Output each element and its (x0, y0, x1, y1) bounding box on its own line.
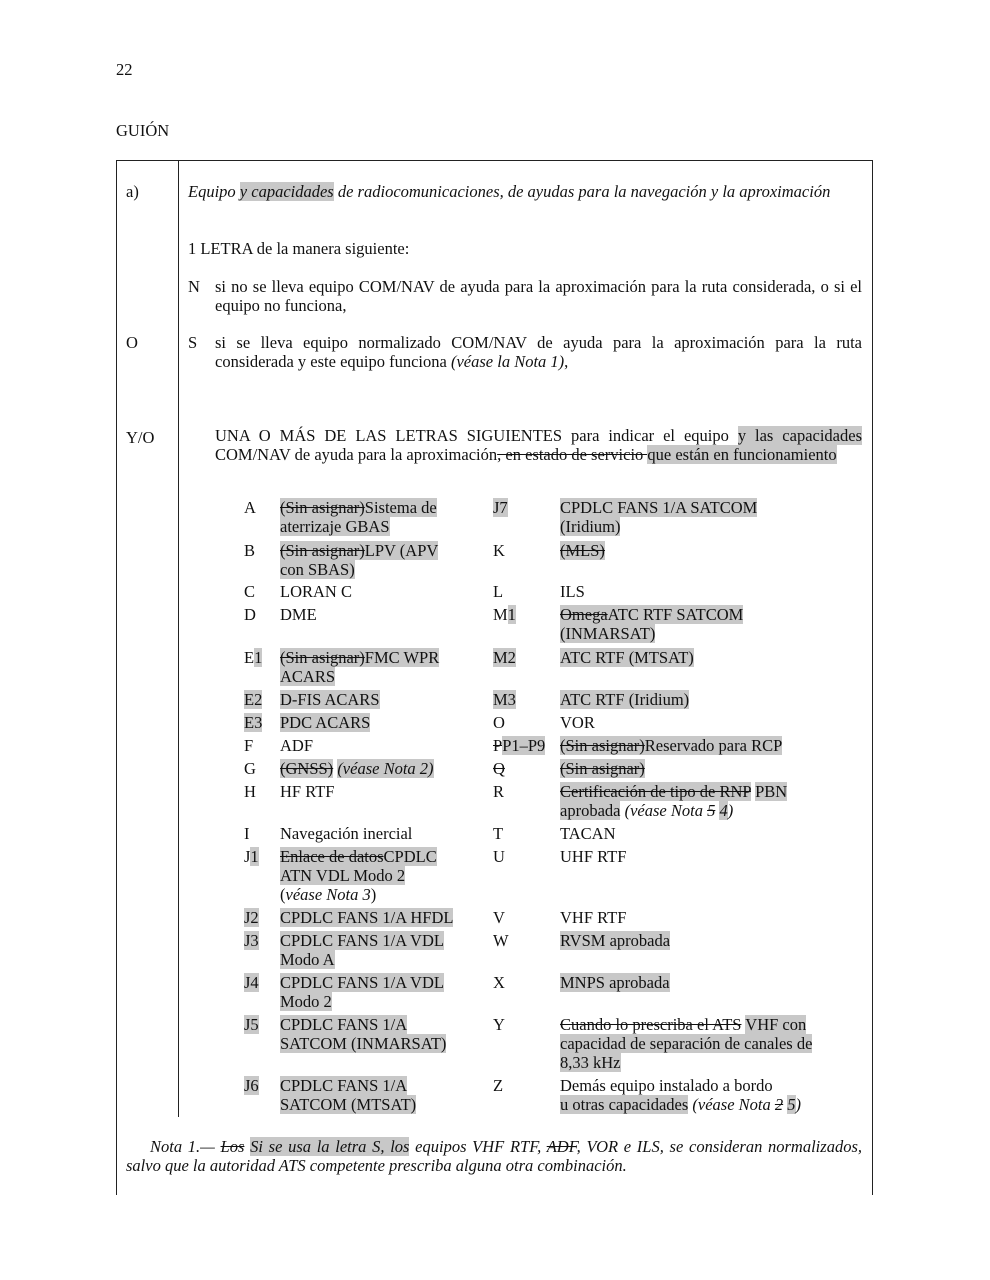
s-letter: S (188, 333, 198, 352)
code-U: U (493, 847, 505, 866)
n-letter: N (188, 277, 200, 296)
desc-H: HF RTF (280, 782, 335, 801)
code-P: PP1–P9 (493, 736, 546, 755)
code-B: B (244, 541, 256, 560)
code-M1: M1 (493, 605, 516, 624)
code-G: G (244, 759, 256, 778)
code-X: X (493, 973, 505, 992)
desc-G: (GNSS) (véase Nota 2) (280, 759, 434, 778)
code-T: T (493, 824, 504, 843)
desc-E3: PDC ACARS (280, 713, 371, 732)
desc-V: VHF RTF (560, 908, 627, 927)
desc-D: DME (280, 605, 317, 624)
desc-J4: CPDLC FANS 1/A VDL Modo 2 (280, 973, 444, 1011)
desc-E2: D-FIS ACARS (280, 690, 380, 709)
desc-K: (MLS) (560, 541, 605, 560)
desc-M3: ATC RTF (Iridium) (560, 690, 690, 709)
code-J5: J5 (244, 1015, 259, 1034)
desc-Q: (Sin asignar) (560, 759, 645, 778)
table-right-border (872, 160, 873, 1195)
desc-M2: ATC RTF (MTSAT) (560, 648, 694, 667)
field-title: Equipo y capacidades de radiocomunicaciones, de ayudas para la navegación y la aproximación (188, 182, 831, 201)
desc-P: (Sin asignar)Reservado para RCP (560, 736, 783, 755)
desc-T: TACAN (560, 824, 616, 843)
desc-U: UHF RTF (560, 847, 627, 866)
code-J1: J1 (244, 847, 259, 866)
code-H: H (244, 782, 256, 801)
desc-J2: CPDLC FANS 1/A HFDL (280, 908, 454, 927)
table-top-border (116, 160, 873, 161)
code-J2: J2 (244, 908, 259, 927)
desc-E1: (Sin asignar)FMC WPR ACARS (280, 648, 440, 686)
code-J4: J4 (244, 973, 259, 992)
multiple-letters-instruction: UNA O MÁS DE LAS LETRAS SIGUIENTES para indicar el equipo y las capacidades COM/NAV de ayuda para la aproximación, en estado de servicio que están en funcionamiento (215, 426, 863, 464)
desc-J7: CPDLC FANS 1/A SATCOM (Iridium) (560, 498, 758, 536)
code-W: W (493, 931, 509, 950)
desc-Y: Cuando lo prescriba el ATS VHF con capacidad de separación de canales de 8,33 kHz (560, 1015, 813, 1072)
note-1: Nota 1.— Los Si se usa la letra S, los equipos VHF RTF, ADF, VOR e ILS, se consideran normalizados, salvo que la autoridad ATS competente prescriba alguna otra combinación. (126, 1137, 862, 1175)
desc-I: Navegación inercial (280, 824, 413, 843)
desc-J5: CPDLC FANS 1/A SATCOM (INMARSAT) (280, 1015, 447, 1053)
desc-X: MNPS aprobada (560, 973, 670, 992)
table-left-border (116, 160, 117, 1195)
table-column-divider (178, 160, 179, 1117)
desc-Z: Demás equipo instalado a bordo u otras capacidades (véase Nota 2 5) (560, 1076, 802, 1114)
desc-R: Certificación de tipo de RNP PBN aprobada (véase Nota 5 4) (560, 782, 788, 820)
row-label-o: O (126, 333, 138, 352)
code-C: C (244, 582, 256, 601)
s-text: si se lleva equipo normalizado COM/NAV de ayuda para la aproximación para la ruta considerada y este equipo funciona (véase la Nota 1), (215, 333, 862, 371)
row-label-yo: Y/O (126, 428, 155, 447)
desc-A: (Sin asignar)Sistema de aterrizaje GBAS (280, 498, 437, 536)
code-A: A (244, 498, 256, 517)
code-R: R (493, 782, 505, 801)
code-K: K (493, 541, 505, 560)
section-heading: GUIÓN (116, 121, 170, 140)
desc-J1: Enlace de datosCPDLC ATN VDL Modo 2 (véase Nota 3) (280, 847, 437, 904)
code-Z: Z (493, 1076, 504, 1095)
code-M3: M3 (493, 690, 516, 709)
one-letter-instruction: 1 LETRA de la manera siguiente: (188, 239, 410, 258)
code-Q: Q (493, 759, 505, 778)
desc-C: LORAN C (280, 582, 352, 601)
row-label-a: a) (126, 182, 139, 201)
code-O: O (493, 713, 505, 732)
desc-M1: OmegaATC RTF SATCOM (INMARSAT) (560, 605, 744, 643)
code-Y: Y (493, 1015, 505, 1034)
code-E2: E2 (244, 690, 263, 709)
desc-J6: CPDLC FANS 1/A SATCOM (MTSAT) (280, 1076, 417, 1114)
code-E1: E1 (244, 648, 263, 667)
code-V: V (493, 908, 505, 927)
desc-L: ILS (560, 582, 585, 601)
code-J7: J7 (493, 498, 508, 517)
code-M2: M2 (493, 648, 516, 667)
page-number: 22 (116, 60, 133, 79)
code-F: F (244, 736, 254, 755)
n-text: si no se lleva equipo COM/NAV de ayuda para la aproximación para la ruta considerada, o si el equipo no funciona, (215, 277, 862, 315)
code-E3: E3 (244, 713, 263, 732)
code-J3: J3 (244, 931, 259, 950)
desc-O: VOR (560, 713, 595, 732)
code-D: D (244, 605, 256, 624)
desc-W: RVSM aprobada (560, 931, 671, 950)
desc-B: (Sin asignar)LPV (APV con SBAS) (280, 541, 439, 579)
desc-F: ADF (280, 736, 314, 755)
code-J6: J6 (244, 1076, 259, 1095)
code-I: I (244, 824, 250, 843)
code-L: L (493, 582, 504, 601)
desc-J3: CPDLC FANS 1/A VDL Modo A (280, 931, 444, 969)
